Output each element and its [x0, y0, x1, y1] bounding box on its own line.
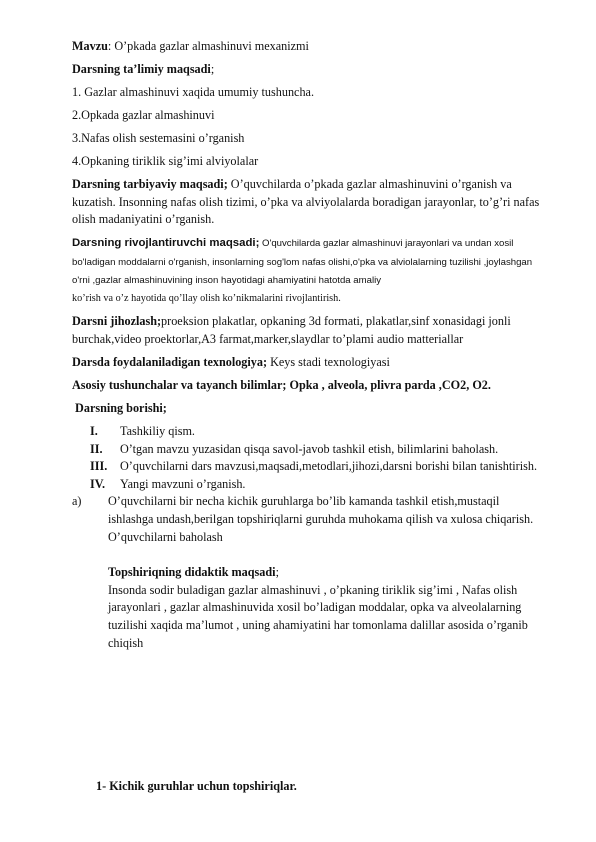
- talim-heading: [72, 61, 542, 79]
- tarbiya-text: O’quvchilarda o’pkada gazlar almashinuvini o’rganish va kuzatish. Insonning nafas olish tizimi, o’pka va alviyolalarda boradigan jarayonlar, to’g’ri nafas olish madaniyatini o’rganish.: [72, 176, 540, 227]
- didaktik-label: Topshiriqning didaktik maqsadi: [108, 565, 276, 580]
- step-number: II.: [90, 441, 103, 456]
- jihoz-label: Darsni jihozlash;: [72, 314, 162, 329]
- borish-heading: Darsning borishi;: [72, 401, 167, 416]
- task-heading: 1- Kichik guruhlar uchun topshiriqlar.: [96, 779, 297, 793]
- talim-item-4: 4.Opkaning tiriklik sig’imi alviyolalar: [72, 153, 259, 168]
- mavzu-text: : O’pkada gazlar almashinuvi mexanizmi: [107, 39, 309, 53]
- step-number: I.: [90, 424, 98, 438]
- sub-item: [72, 493, 542, 546]
- texno-line: [72, 354, 542, 372]
- texno-label: Darsda foydalaniladigan texnologiya;: [72, 355, 268, 370]
- step-text: Tashkiliy qism.: [120, 424, 195, 438]
- tarbiya-paragraph: [72, 176, 542, 229]
- step-item: [72, 423, 542, 441]
- step-text: O’tgan mavzu yuzasidan qisqa savol-javob tashkil etish, bilimlarini baholash.: [120, 441, 499, 456]
- rivoj-paragraph: [72, 234, 542, 308]
- document-page: [72, 38, 542, 652]
- talim-suffix: ;: [210, 61, 215, 76]
- step-number: IV.: [90, 476, 106, 491]
- rivoj-text-end: ko’rish va o’z hayotida qo’llay olish ko’nikmalarini rivojlantirish.: [72, 293, 341, 305]
- step-item: [72, 458, 542, 476]
- mavzu-line: [72, 38, 542, 56]
- talim-item-3: 3.Nafas olish sestemasini o’rganish: [72, 130, 245, 145]
- step-item: [72, 476, 542, 494]
- sub-number: a): [72, 494, 82, 509]
- didaktik-suffix: ;: [275, 565, 279, 580]
- talim-item-1: 1. Gazlar almashinuvi xaqida umumiy tushuncha.: [72, 84, 315, 99]
- talim-item-2: 2.Opkada gazlar almashinuvi: [72, 107, 215, 122]
- asosiy-paragraph: Asosiy tushunchalar va tayanch bilimlar; Opka , alveola, plivra parda ,CO2, O2.: [72, 378, 491, 393]
- rivoj-text: O'quvchilarda gazlar almashinuvi jarayonlari va undan xosil bo'ladigan moddalarni o'rganish, insonlarning sog'lom nafas olishi,o'pka va alviolalarning tuzilishi ,joylashgan o'rni ,gazlar almashinuvining inson hayotidagi ahamiyatini hatotda amaliy: [72, 238, 533, 287]
- talim-label: Darsning ta’limiy maqsadi: [72, 61, 211, 76]
- step-number: III.: [90, 459, 108, 474]
- didaktik-heading: [72, 564, 542, 582]
- texno-text: Keys stadi texnologiyasi: [267, 355, 390, 370]
- step-text: Yangi mavzuni o’rganish.: [120, 476, 246, 491]
- sub-text: O’quvchilarni bir necha kichik guruhlarga bo’lib kamanda tashkil etish,mustaqil ishlashga undash,berilgan topshiriqlarni guruhda muhokama qilish va xulosa chiqarish. O’quvchilarni baholash: [108, 494, 534, 544]
- step-item: [72, 441, 542, 459]
- rivoj-label: Darsning rivojlantiruvchi maqsadi;: [72, 237, 260, 250]
- jihoz-text: proeksion plakatlar, opkaning 3d formati, plakatlar,sinf xonasidagi jonli burchak,video proektorlar,A3 farmat,marker,slaydlar to’plami audio matteriallar: [72, 314, 511, 347]
- tarbiya-label: Darsning tarbiyaviy maqsadi;: [72, 176, 228, 191]
- mavzu-label: Mavzu: [72, 39, 108, 53]
- didaktik-text: Insonda sodir buladigan gazlar almashinuvi , o’pkaning tiriklik sig’imi , Nafas olish jarayonlari , gazlar almashinuvida xosil bo’ladigan moddalar, opka va alveolalarning tuzilishi xaqida ma’lumot , uning ahamiyatini har tomonlama dalillar asosida o’rganib chiqish: [108, 582, 528, 650]
- jihoz-paragraph: [72, 313, 542, 348]
- step-text: O’quvchilarni dars mavzusi,maqsadi,metodlari,jihozi,darsni borishi bilan tanishtirish.: [120, 459, 537, 474]
